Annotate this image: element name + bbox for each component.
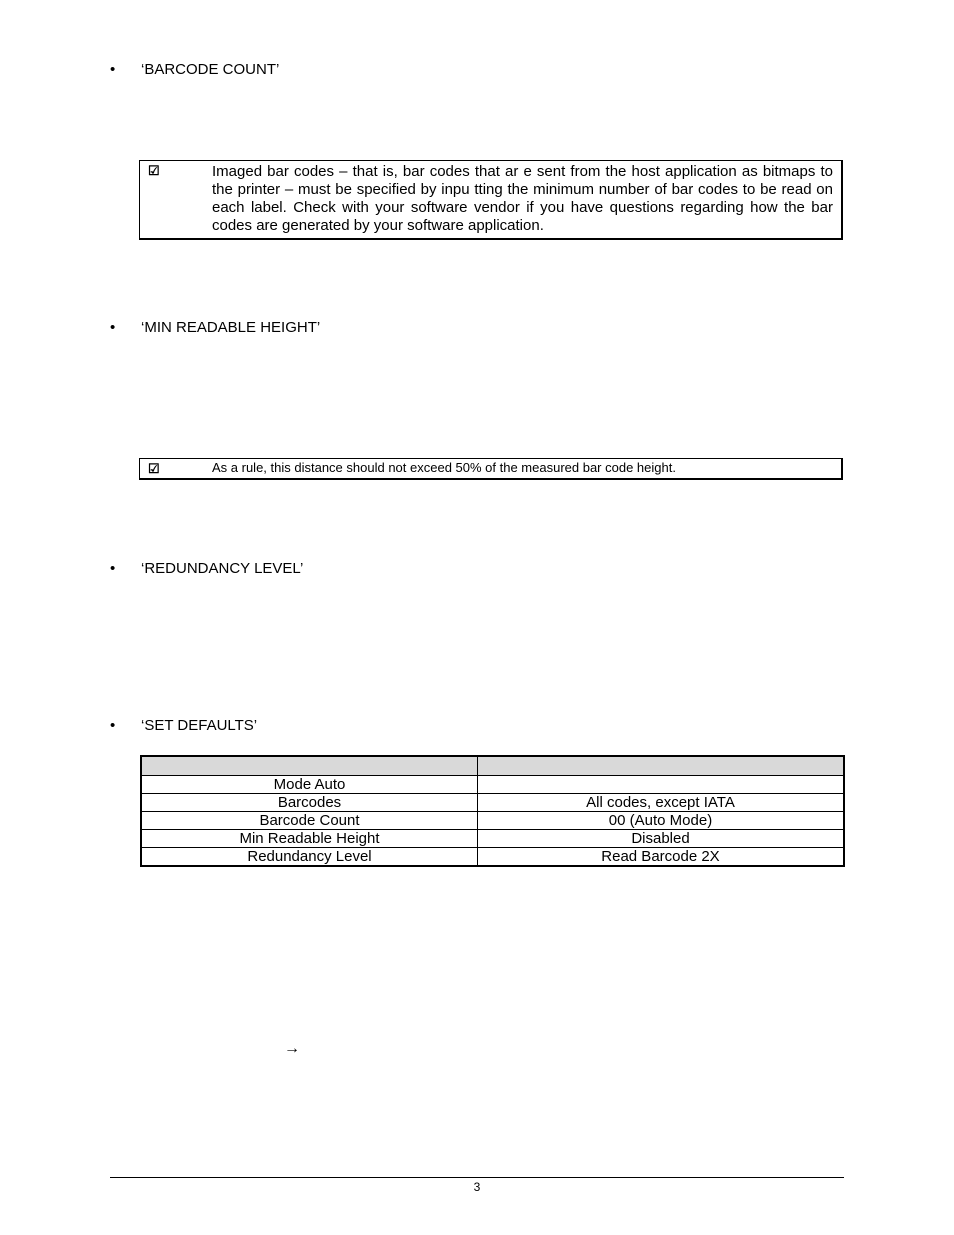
table-cell-default: Disabled <box>478 830 845 848</box>
table-cell-default: Read Barcode 2X <box>478 848 845 867</box>
footer-rule <box>110 1177 844 1178</box>
table-header-cell <box>141 756 478 776</box>
note-text: As a rule, this distance should not exceed 50% of the measured bar code height. <box>212 460 676 475</box>
table-cell-setting: Barcodes <box>141 794 478 812</box>
table-row <box>141 812 844 830</box>
table-cell-default <box>478 776 845 794</box>
bullet-label: ‘MIN READABLE HEIGHT’ <box>141 319 321 336</box>
table-row <box>141 776 844 794</box>
table-row <box>141 830 844 848</box>
bullet-marker: • <box>110 717 116 734</box>
checkbox-icon: ☑ <box>148 461 160 476</box>
note-box-imaged-barcodes <box>139 160 843 240</box>
bullet-marker: • <box>110 61 116 78</box>
bullet-label: ‘BARCODE COUNT’ <box>141 61 280 78</box>
checkbox-icon: ☑ <box>148 163 160 178</box>
note-box-distance-rule <box>139 458 843 480</box>
table-cell-setting: Mode Auto <box>141 776 478 794</box>
bullet-label: ‘REDUNDANCY LEVEL’ <box>141 560 304 577</box>
table-cell-default: All codes, except IATA <box>478 794 845 812</box>
note-text: Imaged bar codes – that is, bar codes that ar e sent from the host application as bitmaps to the printer – must be specified by inpu tting the minimum number of bar codes to be read on each label. Check with your software vendor if you have questions regarding how the bar codes are generated by your software application. <box>212 163 833 234</box>
bullet-label: ‘SET DEFAULTS’ <box>141 717 258 734</box>
table-cell-setting: Min Readable Height <box>141 830 478 848</box>
table-cell-default: 00 (Auto Mode) <box>478 812 845 830</box>
bullet-marker: • <box>110 319 116 336</box>
table-row <box>141 848 844 867</box>
page-number: 3 <box>473 1180 481 1194</box>
table-header-cell <box>478 756 845 776</box>
table-cell-setting: Redundancy Level <box>141 848 478 867</box>
table-header-row <box>141 756 844 776</box>
table-row <box>141 794 844 812</box>
bullet-marker: • <box>110 560 116 577</box>
defaults-table <box>140 755 845 867</box>
arrow-right-icon: → <box>284 1040 300 1057</box>
table-cell-setting: Barcode Count <box>141 812 478 830</box>
